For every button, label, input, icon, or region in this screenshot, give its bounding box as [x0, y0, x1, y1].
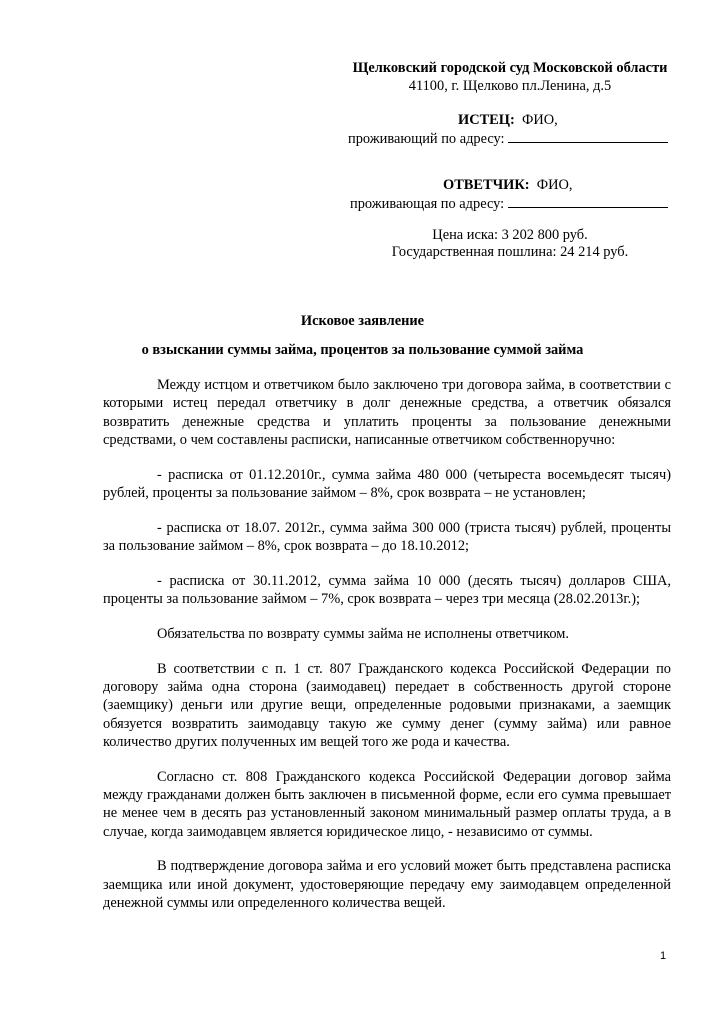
- plaintiff-name: ФИО,: [521, 112, 558, 128]
- defendant-name: ФИО,: [536, 177, 573, 193]
- claim-price: Цена иска: 3 202 800 руб.: [432, 227, 588, 243]
- state-fee: Государственная пошлина: 24 214 руб.: [391, 244, 629, 260]
- document-title: Исковое заявление: [300, 313, 425, 329]
- body-paragraph: - расписка от 30.11.2012, сумма займа 10 000 (десять тысяч) долларов США, проценты за пользование займом – 7%, срок возврата – через три месяца (28.02.2013г.);: [103, 572, 671, 608]
- plaintiff-address-blank: [508, 130, 668, 143]
- plaintiff-address-line: [348, 130, 668, 148]
- defendant-line: [443, 177, 573, 194]
- court-address: 41100, г. Щелково пл.Ленина, д.5: [408, 78, 612, 94]
- page-number: 1: [660, 950, 667, 962]
- plaintiff-label: ИСТЕЦ:: [458, 112, 515, 128]
- defendant-address-blank: [508, 195, 668, 208]
- defendant-address-line: [350, 195, 668, 213]
- body-paragraph: Обязательства по возврату суммы займа не исполнены ответчиком.: [157, 625, 569, 642]
- document-body: [103, 376, 671, 929]
- body-paragraph: - расписка от 18.07. 2012г., сумма займа 300 000 (триста тысяч) рублей, проценты за пользование займом – 8%, срок возврата – до 18.10.2012;: [103, 519, 671, 555]
- body-paragraph: Между истцом и ответчиком было заключено три договора займа, в соответствии с которыми истец передал ответчику в долг денежные средства, а ответчик обязался возвратить денежные средства и уплатить проценты за пользование денежными средствами, о чем составлены расписки, написанные ответчиком собственноручно:: [103, 377, 671, 448]
- body-paragraph: - расписка от 01.12.2010г., сумма займа 480 000 (четыреста восемьдесят тысяч) рублей, проценты за пользование займом – 8%, срок возврата – не установлен;: [103, 466, 671, 501]
- defendant-address-label: проживающая по адресу:: [350, 196, 505, 212]
- plaintiff-address-label: проживающий по адресу:: [348, 131, 505, 147]
- document-subtitle: о взыскании суммы займа, процентов за пользование суммой займа: [141, 342, 584, 358]
- defendant-label: ОТВЕТЧИК:: [443, 177, 530, 193]
- plaintiff-line: [458, 112, 558, 129]
- body-paragraph: В подтверждение договора займа и его условий может быть представлена расписка заемщика или иной документ, удостоверяющие передачу ему заимодавцем определенной денежной суммы или определенного количества вещей.: [103, 858, 671, 912]
- body-paragraph: В соответствии с п. 1 ст. 807 Гражданского кодекса Российской Федерации по договору займа одна сторона (заимодавец) передает в собственность другой стороне (заемщику) деньги или другие вещи, определенные родовыми признаками, а заемщик обязуется возвратить заимодавцу такую же сумму денег (сумму займа) или равное количество других полученных им вещей того же рода и качества.: [103, 660, 671, 750]
- body-paragraph: Согласно ст. 808 Гражданского кодекса Российской Федерации договор займа между гражданами должен быть заключен в письменной форме, если его сумма превышает не менее чем в десять раз установленный законом минимальный размер оплаты труда, а в случае, когда заимодавцем является юридическое лицо, - независимо от суммы.: [103, 768, 671, 840]
- court-name: Щелковский городской суд Московской области: [352, 60, 668, 76]
